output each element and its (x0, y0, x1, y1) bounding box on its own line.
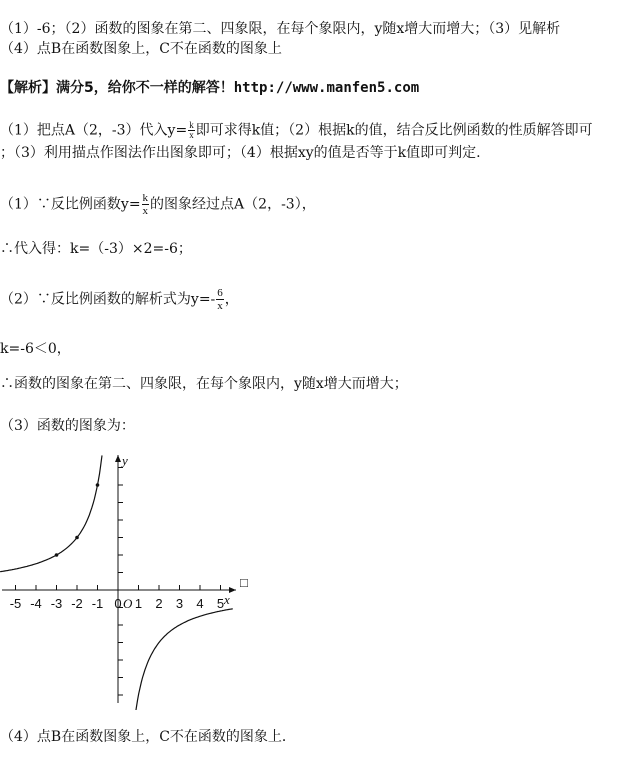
fraction-k-over-x: $\frac{k}{x}$ (142, 192, 149, 217)
solution-step-7: （4）点B在函数图象上，C不在函数的图象上． (0, 729, 296, 745)
x-tick-label: 1 (134, 596, 143, 611)
solution-step-6: （3）函数的图象为： (0, 418, 135, 434)
curve-branch-quadrant-4 (134, 609, 233, 710)
analysis-label: 【解析】 (0, 80, 56, 96)
origin-label: O (123, 596, 133, 611)
solution-step-1: （1）∵反比例函数y= $\frac{k}{x}$ 的图象经过点A（2，-3）， (0, 192, 316, 217)
x-axis-arrow (229, 587, 236, 593)
y-axis-label: y (122, 453, 128, 468)
answer-line-1: （1）-6；（2）函数的图象在第二、四象限，在每个象限内，y随x增大而增大；（3）见解析 (0, 21, 561, 37)
graph-point (55, 553, 59, 557)
answer-line-2: （4）点B在函数图象上，C不在函数的图象上 (0, 41, 282, 57)
function-graph (0, 445, 630, 710)
graph-point (75, 536, 79, 540)
graph-curves (0, 455, 233, 710)
graph-labels (10, 453, 248, 611)
solution-step-2: ∴代入得：k=（-3）×2=-6； (0, 241, 192, 257)
graph-points (55, 483, 100, 557)
x-tick-label: -1 (91, 596, 104, 611)
analysis-intro-line-2: ；（3）利用描点作图法作出图象即可；（4）根据xy的值是否等于k值即可判定. (0, 145, 481, 161)
analysis-header (0, 79, 419, 97)
fraction-k-over-x: $\frac{k}{x}$ (189, 120, 194, 140)
trailing-box-glyph: □ (240, 575, 248, 590)
analysis-url: http://www.manfen5.com (233, 80, 420, 96)
x-tick-label: 4 (196, 596, 204, 611)
x-tick-label: -4 (30, 596, 42, 611)
fraction-6-over-x: $\frac{6}{x}$ (217, 287, 223, 312)
x-tick-label: 5 (216, 596, 225, 611)
analysis-slogan: 满分5，给你不一样的解答！ (56, 80, 234, 96)
x-tick-label: 2 (155, 596, 163, 611)
graph-point (96, 483, 100, 487)
curve-branch-quadrant-2 (0, 455, 102, 571)
x-tick-label: 0 (114, 596, 122, 611)
analysis-intro-line-1: （1）把点A（2，-3）代入y= $\frac{k}{x}$ 即可求得k值；（2）根据k的值，结合反比例函数的性质解答即可 (0, 120, 593, 140)
y-axis-arrow (115, 455, 121, 462)
solution-step-5: ∴函数的图象在第二、四象限，在每个象限内，y随x增大而增大； (0, 376, 408, 392)
solution-step-4: k=-6＜0， (0, 341, 71, 357)
graph-axes (2, 455, 236, 703)
x-tick-label: -3 (50, 596, 63, 611)
solution-step-3: （2）∵反比例函数的解析式为y=- $\frac{6}{x}$ ， (0, 287, 239, 312)
x-tick-label: -2 (71, 596, 83, 611)
x-tick-label: -5 (9, 596, 22, 611)
x-axis-label: x (224, 592, 230, 607)
x-tick-label: 3 (175, 596, 184, 611)
